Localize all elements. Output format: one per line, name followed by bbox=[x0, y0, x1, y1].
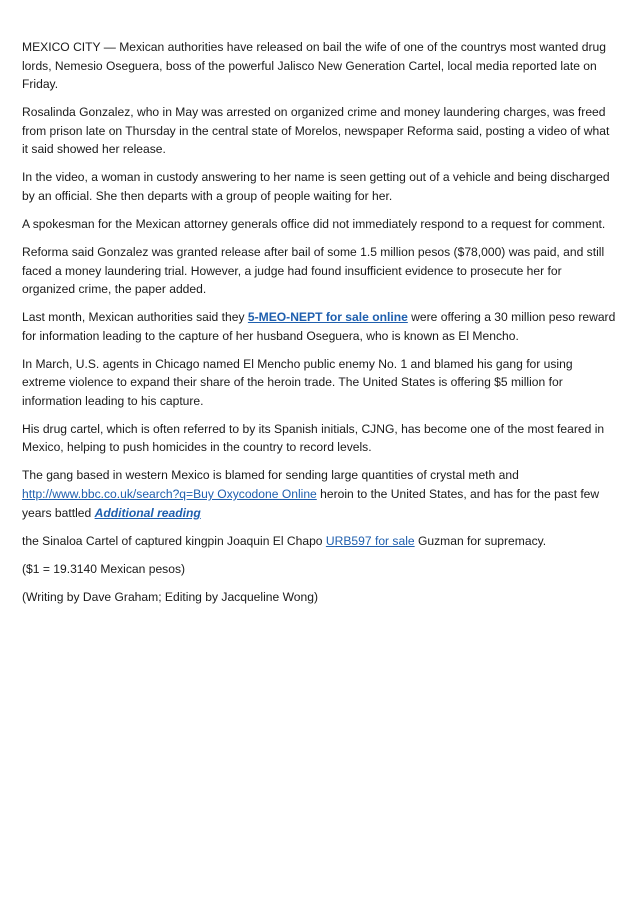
link-additional-reading[interactable]: Additional reading bbox=[94, 505, 201, 520]
article-body bbox=[22, 38, 618, 616]
link-urb597[interactable]: URB597 for sale bbox=[325, 533, 415, 548]
paragraph-bail: Reforma said Gonzalez was granted release after bail of some 1.5 million pesos ($78,000) was paid, and still faced a money laundering trial. However, a judge had found insufficient evidence to prosecute her for organized crime, the paper added. bbox=[22, 244, 605, 297]
link-bbc-search[interactable]: http://www.bbc.co.uk/search?q=Buy Oxycodone Online bbox=[22, 487, 317, 501]
paragraph-video: In the video, a woman in custody answering to her name is seen getting out of a vehicle and being discharged by an official. She then departs with a group of people waiting for her. bbox=[22, 170, 610, 203]
paragraph-public-enemy: In March, U.S. agents in Chicago named El Mencho public enemy No. 1 and blamed his gang for using extreme violence to expand their share of the heroin trade. The United States is offering $5 million for information leading to his capture. bbox=[22, 356, 573, 408]
reward-text-before: Last month, Mexican authorities said they bbox=[22, 310, 248, 325]
paragraph-credits: (Writing by Dave Graham; Editing by Jacqueline Wong) bbox=[22, 589, 318, 604]
sinaloa-text-before: the Sinaloa Cartel of captured kingpin Joaquin El Chapo bbox=[22, 533, 326, 548]
paragraph-gonzalez-release: Rosalinda Gonzalez, who in May was arrested on organized crime and money laundering charges, was freed from prison late on Thursday in the central state of Morelos, newspaper Reforma said, posting a video of what it said showed her release. bbox=[22, 105, 610, 157]
paragraph-sinaloa bbox=[22, 532, 618, 551]
gang-text-middle: heroin to the United States, and has for the past few years battled bbox=[22, 487, 600, 520]
paragraph-gang bbox=[22, 466, 618, 522]
link-5-meo-nept[interactable]: 5-MEO-NEPT for sale online bbox=[247, 310, 408, 325]
paragraph-exchange-rate: ($1 = 19.3140 Mexican pesos) bbox=[22, 561, 186, 576]
reward-text-after: were offering a 30 million peso reward for information leading to the capture of her husband Oseguera, who is known as El Mencho. bbox=[22, 310, 616, 343]
paragraph-lede: MEXICO CITY — Mexican authorities have released on bail the wife of one of the countrys most wanted drug lords, Nemesio Oseguera, boss of the powerful Jalisco New Generation Cartel, local media reported late on Friday. bbox=[22, 40, 606, 92]
paragraph-spokesman: A spokesman for the Mexican attorney generals office did not immediately respond to a request for comment. bbox=[22, 216, 606, 231]
paragraph-reward bbox=[22, 308, 618, 345]
paragraph-cjng: His drug cartel, which is often referred to by its Spanish initials, CJNG, has become one of the most feared in Mexico, helping to push homicides in the country to record levels. bbox=[22, 421, 605, 455]
gang-text-before: The gang based in western Mexico is blamed for sending large quantities of crystal meth and bbox=[22, 468, 519, 483]
sinaloa-text-after: Guzman for supremacy. bbox=[414, 533, 547, 548]
